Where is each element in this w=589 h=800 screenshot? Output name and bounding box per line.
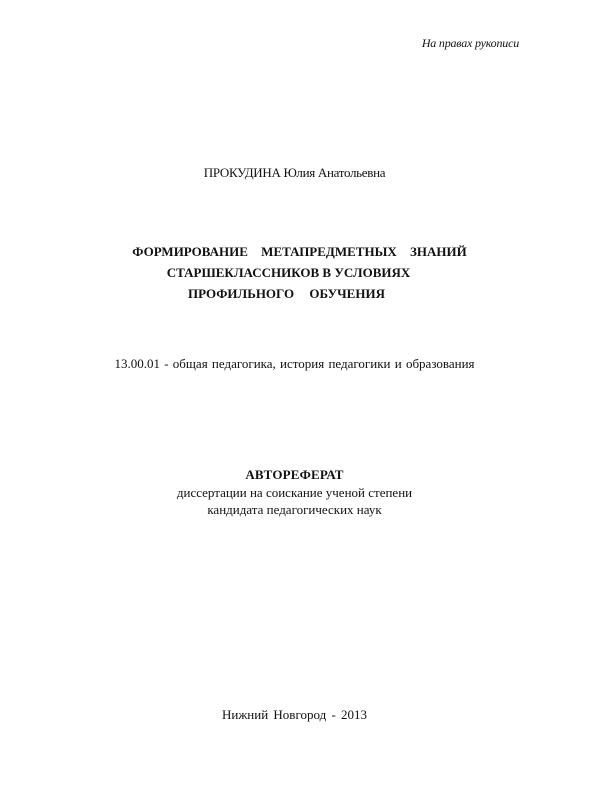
dissertation-title bbox=[0, 241, 589, 304]
abstract-line: кандидата педагогических наук bbox=[207, 502, 382, 517]
title-line: ФОРМИРОВАНИЕ МЕТАПРЕДМЕТНЫХ ЗНАНИЙ bbox=[132, 244, 467, 259]
title-line: СТАРШЕКЛАССНИКОВ В УСЛОВИЯХ bbox=[166, 265, 411, 280]
specialty-code: 13.00.01 - общая педагогика, история педагогики и образования bbox=[114, 356, 475, 371]
author-name: ПРОКУДИНА Юлия Анатольевна bbox=[203, 165, 386, 180]
abstract-block bbox=[0, 466, 589, 518]
title-line: ПРОФИЛЬНОГО ОБУЧЕНИЯ bbox=[188, 286, 385, 301]
abstract-label: АВТОРЕФЕРАТ bbox=[245, 467, 344, 482]
rights-note: На правах рукописи bbox=[421, 36, 519, 50]
abstract-line: диссертации на соискание ученой степени bbox=[176, 485, 413, 500]
city-year: Нижний Новгород - 2013 bbox=[221, 707, 368, 722]
